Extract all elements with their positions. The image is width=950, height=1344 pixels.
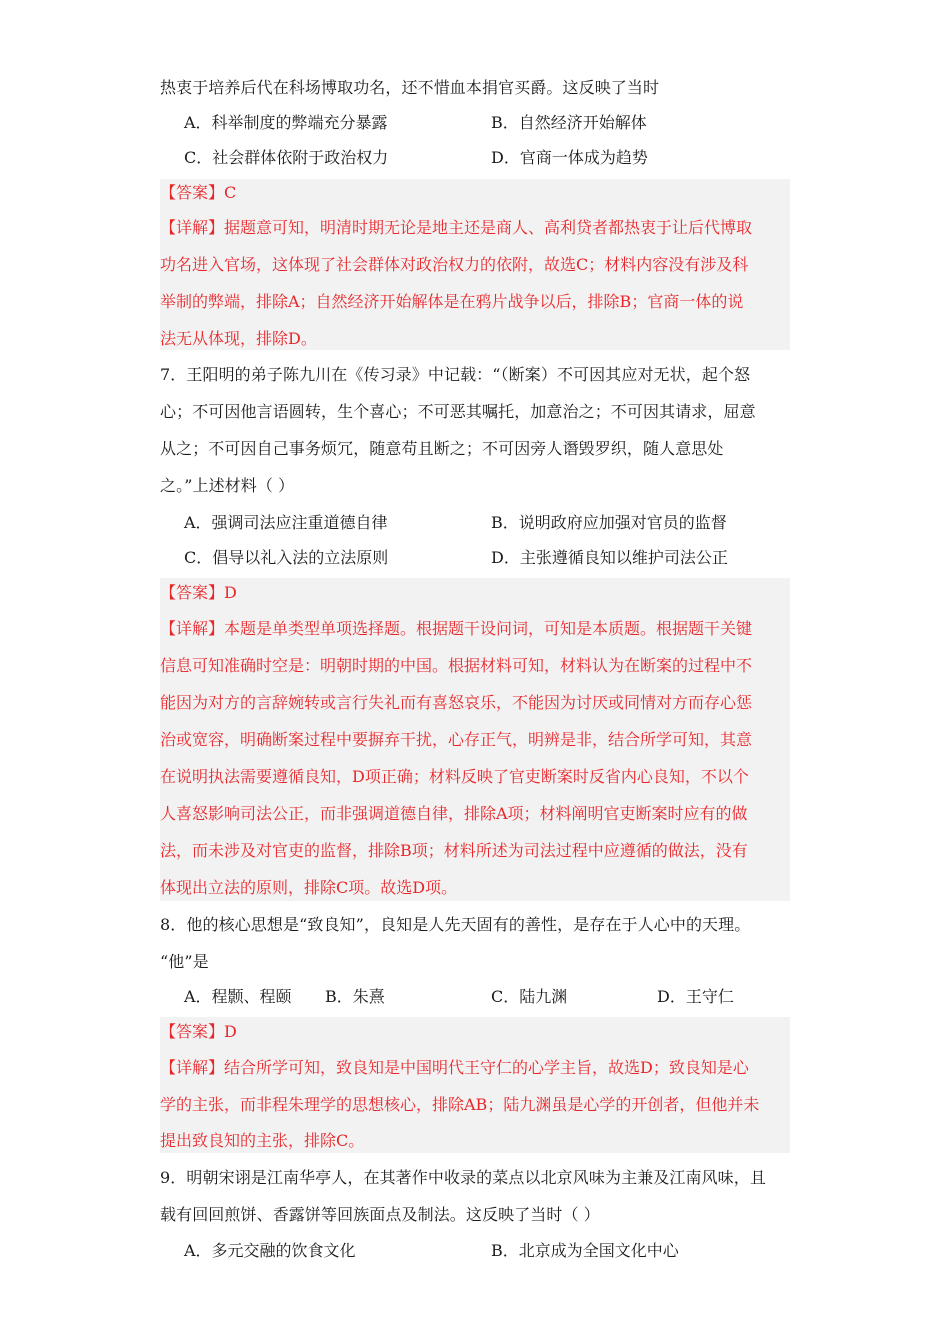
q7-option-c: C．倡导以礼入法的立法原则 (184, 548, 389, 567)
q6-option-d: D．官商一体成为趋势 (491, 148, 648, 167)
q9-option-a: A．多元交融的饮食文化 (184, 1241, 356, 1260)
q6-detail-line: 举制的弊端，排除A；自然经济开始解体是在鸦片战争以后，排除B；官商一体的说 (160, 292, 744, 311)
q6-answer: 【答案】C (160, 183, 237, 202)
q7-answer-box (160, 578, 790, 901)
q7-detail-line: 【详解】本题是单类型单项选择题。根据题干设问词，可知是本质题。根据题干关键 (160, 619, 753, 638)
q7-stem-line: 之。”上述材料（ ） (160, 476, 295, 495)
q8-detail-line: 提出致良知的主张，排除C。 (160, 1131, 365, 1150)
q6-option-a: A．科举制度的弊端充分暴露 (184, 113, 388, 132)
q7-option-a: A．强调司法应注重道德自律 (184, 513, 388, 532)
q6-answer-box (160, 179, 790, 350)
q9-stem-line: 载有回回煎饼、香露饼等回族面点及制法。这反映了当时（ ） (160, 1205, 600, 1224)
q8-stem-line: 8．他的核心思想是“致良知”，良知是人先天固有的善性，是存在于人心中的天理。 (160, 915, 751, 934)
q8-option-d: D．王守仁 (657, 987, 734, 1006)
q8-stem-line: “他”是 (160, 952, 209, 971)
q6-option-b: B．自然经济开始解体 (491, 113, 647, 132)
q6-detail-line: 【详解】据题意可知，明清时期无论是地主还是商人、高利贷者都热衷于让后代博取 (160, 218, 753, 237)
q8-answer-box (160, 1017, 790, 1153)
q7-option-d: D．主张遵循良知以维护司法公正 (491, 548, 728, 567)
q7-stem-line: 从之；不可因自己事务烦冗，随意苟且断之；不可因旁人谮毁罗织，随人意思处 (160, 439, 724, 458)
q6-option-c: C．社会群体依附于政治权力 (184, 148, 389, 167)
q7-detail-line: 信息可知准确时空是：明朝时期的中国。根据材料可知，材料认为在断案的过程中不 (160, 656, 753, 675)
q6-detail-line: 法无从体现，排除D。 (160, 329, 317, 348)
q7-option-b: B．说明政府应加强对官员的监督 (491, 513, 727, 532)
q7-stem-line: 心；不可因他言语圆转，生个喜心；不可恶其嘱托，加意治之；不可因其请求，屈意 (160, 402, 756, 421)
q7-detail-line: 体现出立法的原则，排除C项。故选D项。 (160, 878, 458, 897)
q8-detail-line: 【详解】结合所学可知，致良知是中国明代王守仁的心学主旨，故选D；致良知是心 (160, 1058, 749, 1077)
q7-detail-line: 在说明执法需要遵循良知，D项正确；材料反映了官吏断案时反省内心良知，不以个 (160, 767, 749, 786)
q8-option-a: A．程颢、程颐 (184, 987, 292, 1006)
q9-option-b: B．北京成为全国文化中心 (491, 1241, 679, 1260)
q7-detail-line: 法，而未涉及对官吏的监督，排除B项；材料所述为司法过程中应遵循的做法，没有 (160, 841, 748, 860)
q6-stem-tail: 热衷于培养后代在科场博取功名，还不惜血本捐官买爵。这反映了当时 (160, 78, 660, 97)
q8-option-b: B．朱熹 (325, 987, 385, 1006)
q7-detail-line: 人喜怒影响司法公正，而非强调道德自律，排除A项；材料阐明官吏断案时应有的做 (160, 804, 748, 823)
q7-answer: 【答案】D (160, 583, 237, 602)
q8-detail-line: 学的主张，而非程朱理学的思想核心，排除AB；陆九渊虽是心学的开创者，但他并未 (160, 1095, 760, 1114)
q8-option-c: C．陆九渊 (491, 987, 568, 1006)
q7-detail-line: 治或宽容，明确断案过程中要摒弃干扰，心存正气，明辨是非，结合所学可知，其意 (160, 730, 753, 749)
q7-detail-line: 能因为对方的言辞婉转或言行失礼而有喜怒哀乐，不能因为讨厌或同情对方而存心惩 (160, 693, 753, 712)
q7-stem-line: 7．王阳明的弟子陈九川在《传习录》中记载：“（断案）不可因其应对无状，起个怒 (160, 365, 751, 384)
q6-detail-line: 功名进入官场，这体现了社会群体对政治权力的依附，故选C；材料内容没有涉及科 (160, 255, 749, 274)
q9-stem-line: 9．明朝宋诩是江南华亭人，在其著作中收录的菜点以北京风味为主兼及江南风味，且 (160, 1168, 766, 1187)
q8-answer: 【答案】D (160, 1022, 237, 1041)
